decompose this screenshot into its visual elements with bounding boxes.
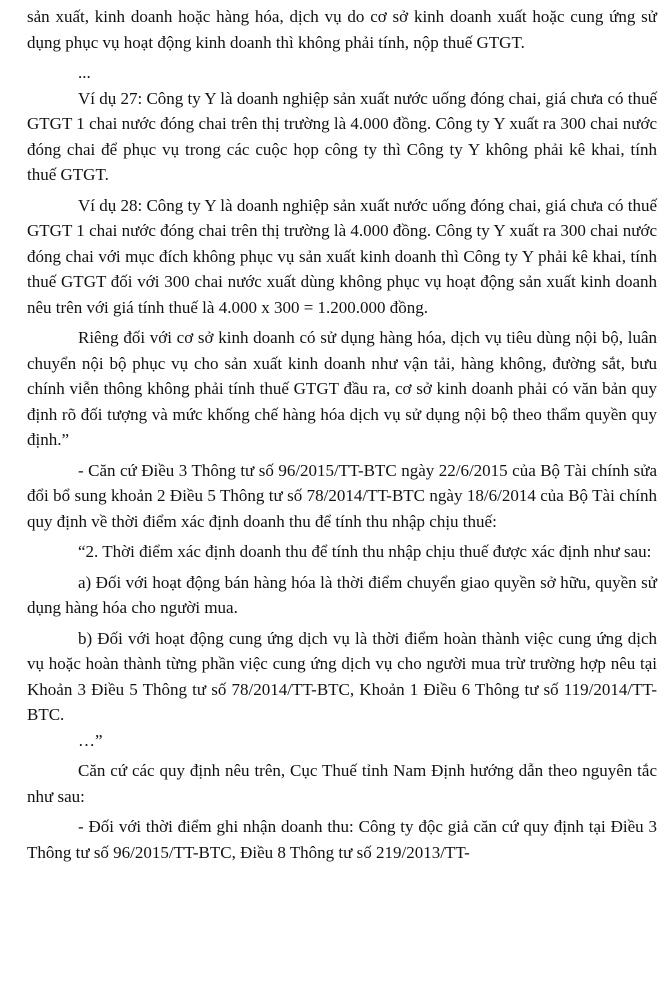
paragraph-continuation: sản xuất, kinh doanh hoặc hàng hóa, dịch vụ do cơ sở kinh doanh xuất hoặc cung ứng sử dụng phục vụ hoạt động kinh doanh thì không phải tính, nộp thuế GTGT. <box>27 7 657 52</box>
paragraph-revenue-timing: “2. Thời điểm xác định doanh thu để tính thu nhập chịu thuế được xác định như sau: <box>78 542 652 561</box>
paragraph-revenue-recognition: - Đối với thời điểm ghi nhận doanh thu: Công ty độc giả căn cứ quy định tại Điều 3 Thông tư số 96/2015/TT-BTC, Điều 8 Thông tư số 219/2013/TT- <box>27 817 657 862</box>
paragraph-internal-use: Riêng đối với cơ sở kinh doanh có sử dụng hàng hóa, dịch vụ tiêu dùng nội bộ, luân chuyển nội bộ phục vụ cho sản xuất kinh doanh như vận tải, hàng không, đường sắt, bưu chính viễn thông không phải tính thuế GTGT đầu ra, cơ sở kinh doanh phải có văn bản quy định rõ đối tượng và mức khống chế hàng hóa dịch vụ sử dụng nội bộ theo thẩm quyền quy định.” <box>27 328 657 449</box>
paragraph-item-a: a) Đối với hoạt động bán hàng hóa là thời điểm chuyển giao quyền sở hữu, quyền sử dụng hàng hóa cho người mua. <box>27 572 657 617</box>
paragraph-quote-end: …” <box>78 730 103 750</box>
document-page <box>27 4 657 870</box>
paragraph-guidance: Căn cứ các quy định nêu trên, Cục Thuế tỉnh Nam Định hướng dẫn theo nguyên tắc như sau: <box>27 761 657 806</box>
paragraph-example-27: Ví dụ 27: Công ty Y là doanh nghiệp sản xuất nước uống đóng chai, giá chưa có thuế GTGT 1 chai nước đóng chai trên thị trường là 4.000 đồng. Công ty Y xuất ra 300 chai nước đóng chai để phục vụ trong các cuộc họp công ty thì Công ty Y không phải kê khai, tính thuế GTGT. <box>27 88 658 184</box>
paragraph-legal-basis: - Căn cứ Điều 3 Thông tư số 96/2015/TT-BTC ngày 22/6/2015 của Bộ Tài chính sửa đổi bổ sung khoản 2 Điều 5 Thông tư số 78/2014/TT-BTC ngày 18/6/2014 của Bộ Tài chính quy định về thời điểm xác định doanh thu để tính thu nhập chịu thuế: <box>27 460 657 531</box>
paragraph-item-b: b) Đối với hoạt động cung ứng dịch vụ là thời điểm hoàn thành việc cung ứng dịch vụ hoặc hoàn thành từng phần việc cung ứng dịch vụ cho người mua trừ trường hợp nêu tại Khoản 3 Điều 5 Thông tư số 78/2014/TT-BTC, Khoản 1 Điều 6 Thông tư số 119/2014/TT-BTC. <box>27 628 657 724</box>
paragraph-ellipsis: ... <box>78 63 91 82</box>
paragraph-example-28: Ví dụ 28: Công ty Y là doanh nghiệp sản xuất nước uống đóng chai, giá chưa có thuế GTGT 1 chai nước đóng chai trên thị trường là 4.000 đồng. Công ty Y xuất ra 300 chai nước đóng chai với mục đích không phục vụ sản xuất kinh doanh thì Công ty Y phải kê khai, tính thuế GTGT đối với 300 chai nước xuất dùng không phục vụ hoạt động sản xuất kinh doanh nêu trên với giá tính thuế là 4.000 x 300 = 1.200.000 đồng. <box>27 195 658 317</box>
